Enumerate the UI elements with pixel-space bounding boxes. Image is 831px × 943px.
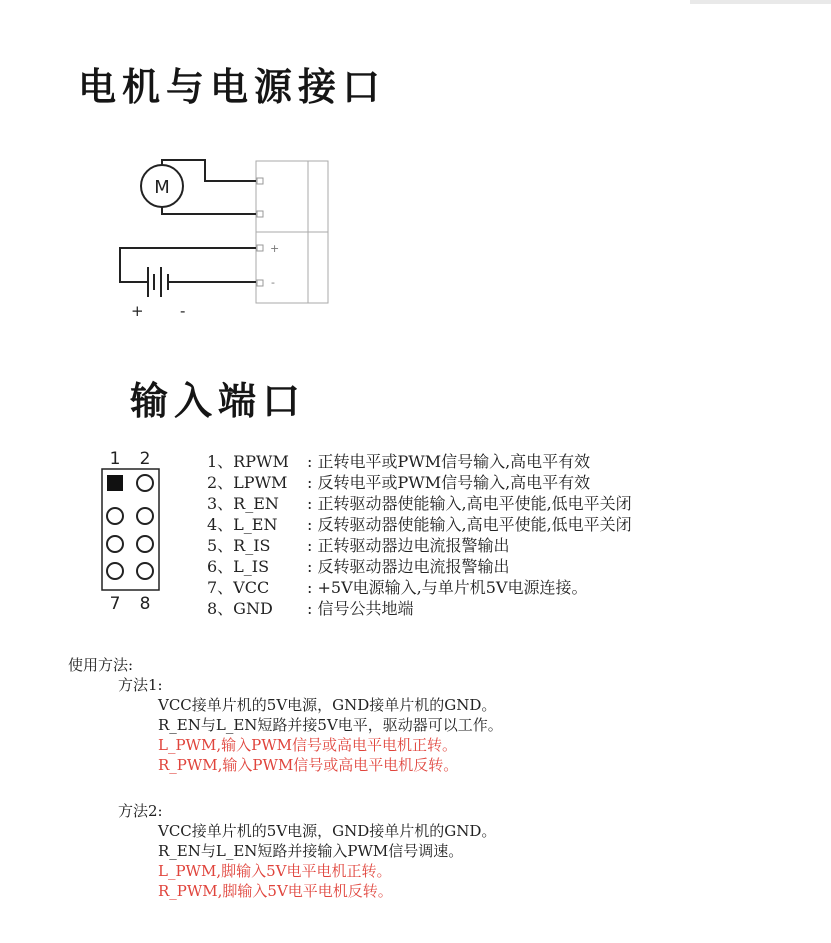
section-title-motor-power: 电机与电源接口: [78, 65, 387, 109]
pin-3: [107, 508, 123, 524]
terminal-screw-3: [257, 245, 263, 251]
pin-4: [137, 508, 153, 524]
method1-title: 方法1:: [118, 676, 163, 694]
pin-desc: : 反转驱动器边电流报警输出: [307, 557, 510, 576]
header-label-8: 8: [139, 594, 151, 614]
method1-red-step-2: R_PWM,输入PWM信号或高电平电机反转。: [158, 756, 459, 774]
header-label-2: 2: [139, 449, 151, 469]
pin-name: 7、VCC: [207, 578, 270, 597]
motor-wire-bottom: [162, 207, 256, 214]
method-spacer: [68, 775, 503, 801]
usage-title: 使用方法:: [68, 656, 134, 674]
pin-desc: : 信号公共地端: [307, 599, 414, 618]
method2-step-2: R_EN与L_EN短路并接输入PWM信号调速。: [158, 842, 464, 860]
pin-8: [137, 563, 153, 579]
terminal-screw-1: [257, 178, 263, 184]
pin-desc: : 反转电平或PWM信号输入,高电平有效: [307, 473, 591, 492]
method2-red-step-2: R_PWM,脚输入5V电平电机反转。: [158, 882, 393, 900]
battery-label-plus: +: [131, 302, 144, 320]
pin-name: 5、R_IS: [207, 536, 271, 555]
method2-title: 方法2:: [118, 802, 163, 820]
method2-step-1: VCC接单片机的5V电源，GND接单片机的GND。: [158, 822, 497, 840]
pin-desc: : 正转驱动器使能输入,高电平使能,低电平关闭: [307, 494, 632, 513]
pin-name: 8、GND: [207, 599, 273, 618]
terminal-screw-2: [257, 211, 263, 217]
top-scroll-strip: [690, 0, 831, 4]
pin-name: 2、LPWM: [207, 473, 288, 492]
method1-step-1: VCC接单片机的5V电源，GND接单片机的GND。: [158, 696, 497, 714]
method2-red-step-1: L_PWM,脚输入5V电平电机正转。: [158, 862, 392, 880]
pin-header-diagram: [95, 445, 175, 615]
method1-red-step-1: L_PWM,输入PWM信号或高电平电机正转。: [158, 736, 457, 754]
pin-desc: : +5V电源输入,与单片机5V电源连接。: [307, 578, 588, 597]
method1-step-2: R_EN与L_EN短路并接5V电平，驱动器可以工作。: [158, 716, 503, 734]
pin-7: [107, 563, 123, 579]
header-label-7: 7: [109, 594, 121, 614]
pin-desc: : 正转电平或PWM信号输入,高电平有效: [307, 452, 591, 471]
section-title-input-port: 输入端口: [130, 379, 307, 423]
battery-label-minus: -: [180, 302, 186, 320]
motor-power-wiring-diagram: [100, 140, 340, 320]
pin-2: [137, 475, 153, 491]
header-label-1: 1: [109, 449, 121, 469]
usage-instructions: [68, 655, 503, 901]
motor-symbol-letter: M: [154, 177, 170, 198]
pin-5: [107, 536, 123, 552]
battery-wire-plus: [120, 248, 256, 282]
pin-name: 3、R_EN: [207, 494, 279, 513]
pin-desc: : 正转驱动器边电流报警输出: [307, 536, 510, 555]
pin-name: 6、L_IS: [207, 557, 270, 576]
pin-name: 1、RPWM: [207, 452, 289, 471]
pin-6: [137, 536, 153, 552]
pin-1-square: [107, 475, 123, 491]
pin-desc: : 反转驱动器使能输入,高电平使能,低电平关闭: [307, 515, 632, 534]
terminal-screw-4: [257, 280, 263, 286]
pin-name: 4、L_EN: [207, 515, 278, 534]
terminal-label-plus: +: [270, 242, 280, 255]
terminal-label-minus: -: [271, 276, 275, 289]
